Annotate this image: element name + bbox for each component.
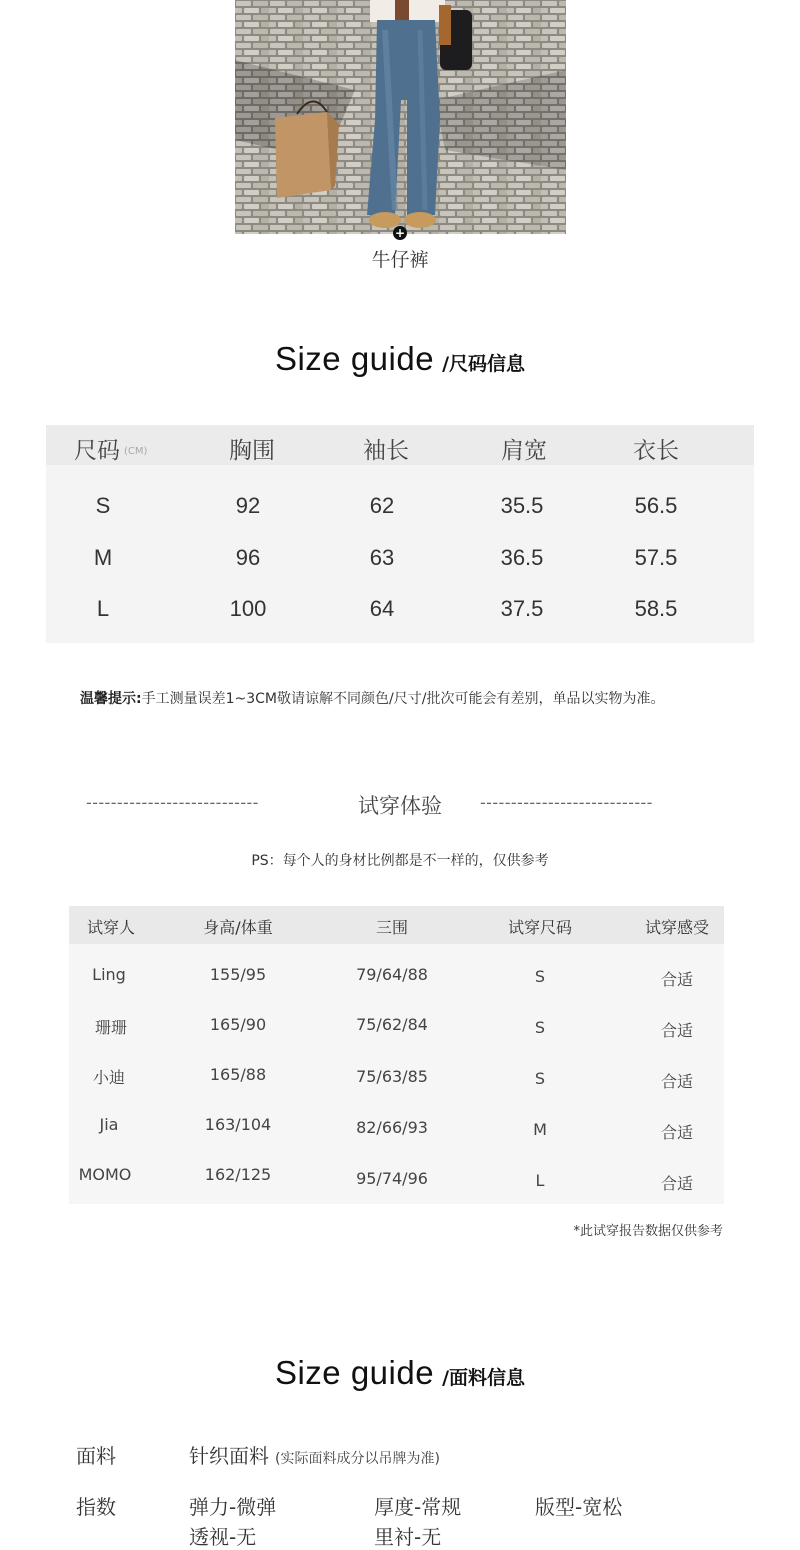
- size-cell: 64: [369, 596, 395, 621]
- size-guide-title-cn: /尺码信息: [442, 353, 526, 375]
- tryon-header-size: 试穿尺码: [507, 918, 572, 937]
- note-text: 手工测量误差1~3CM敬请谅解不同颜色/尺寸/批次可能会有差别，单品以实物为准。: [141, 691, 665, 707]
- index-item: 里衬-无: [374, 1525, 442, 1549]
- tryon-cell: 75/63/85: [356, 1067, 428, 1086]
- measurement-note: [80, 688, 760, 708]
- index-item: 版型-宽松: [535, 1495, 623, 1519]
- material-note: (实际面料成分以吊牌为准): [275, 1451, 440, 1467]
- index-label: 指数: [76, 1495, 116, 1519]
- index-item: 透视-无: [189, 1525, 257, 1549]
- tryon-ps: PS：每个人的身材比例都是不一样的，仅供参考: [251, 853, 549, 869]
- tryon-cell: L: [535, 1171, 545, 1190]
- size-header-size: [74, 432, 184, 465]
- size-cell: 56.5: [634, 493, 678, 518]
- tryon-cell: 珊珊: [94, 1018, 127, 1037]
- index-item: 弹力-微弹: [189, 1495, 277, 1519]
- size-cell: 37.5: [500, 596, 544, 621]
- tryon-cell: 75/62/84: [356, 1015, 428, 1034]
- plus-icon[interactable]: +: [394, 226, 406, 240]
- material-value: 针织面料: [189, 1444, 269, 1468]
- tryon-cell: Jia: [99, 1115, 119, 1134]
- tryon-cell: 163/104: [204, 1115, 272, 1134]
- size-header-unit: (CM): [124, 446, 148, 457]
- size-header-chest: 胸围: [229, 438, 275, 464]
- tryon-cell: 合适: [660, 1072, 693, 1091]
- fabric-title-en: Size guide: [274, 1354, 435, 1391]
- size-cell: 63: [369, 545, 395, 570]
- tryon-cell: S: [534, 1069, 546, 1088]
- size-table-header: [46, 425, 754, 465]
- photo-caption: 牛仔裤: [371, 249, 429, 271]
- index-item: 厚度-常规: [374, 1495, 462, 1519]
- tryon-cell: S: [534, 1018, 546, 1037]
- size-cell: 57.5: [634, 545, 678, 570]
- tryon-cell: MOMO: [78, 1165, 132, 1184]
- size-header-shoulder: 肩宽: [501, 438, 547, 464]
- tryon-title: 试穿体验: [358, 794, 442, 818]
- size-cell: 100: [229, 596, 267, 621]
- note-label: 温馨提示:: [80, 691, 142, 707]
- material-value-row: [189, 1440, 440, 1469]
- size-guide-title-en: Size guide: [274, 340, 435, 377]
- tryon-cell: Ling: [92, 965, 126, 984]
- tryon-cell: 165/90: [209, 1015, 267, 1034]
- tryon-header-height-weight: 身高/体重: [203, 918, 273, 937]
- tryon-cell: 合适: [660, 970, 693, 989]
- tryon-cell: 155/95: [209, 965, 267, 984]
- tryon-cell: 162/125: [204, 1165, 272, 1184]
- size-header-size-label: 尺码: [74, 438, 120, 464]
- fabric-title: [0, 1354, 800, 1392]
- size-table: [46, 425, 754, 643]
- size-header-length: 衣长: [633, 438, 679, 464]
- product-photo: [235, 0, 566, 234]
- size-cell: S: [95, 493, 111, 518]
- size-cell: 58.5: [634, 596, 678, 621]
- tryon-table-header: [69, 906, 724, 944]
- divider-left: ----------------------------: [86, 793, 259, 812]
- size-cell: 35.5: [500, 493, 544, 518]
- tryon-cell: 165/88: [209, 1065, 267, 1084]
- size-cell: L: [96, 596, 110, 621]
- size-cell: M: [93, 545, 113, 570]
- tryon-header-feel: 试穿感受: [644, 918, 709, 937]
- tryon-cell: 95/74/96: [356, 1169, 428, 1188]
- tryon-cell: 合适: [660, 1021, 693, 1040]
- size-cell: 96: [235, 545, 261, 570]
- tryon-cell: 小迪: [92, 1068, 125, 1087]
- tryon-header-measurements: 三围: [375, 918, 408, 937]
- material-label: 面料: [76, 1444, 116, 1468]
- size-header-sleeve: 袖长: [363, 438, 409, 464]
- tryon-header-person: 试穿人: [86, 918, 135, 937]
- size-cell: 92: [235, 493, 261, 518]
- tryon-cell: 合适: [660, 1174, 693, 1193]
- tryon-cell: 合适: [660, 1123, 693, 1142]
- tryon-footnote: *此试穿报告数据仅供参考: [573, 1224, 723, 1239]
- tryon-cell: S: [534, 967, 546, 986]
- size-cell: 62: [369, 493, 395, 518]
- size-guide-title: [0, 340, 800, 378]
- divider-right: ----------------------------: [480, 793, 653, 812]
- tryon-table: [69, 906, 724, 1204]
- tryon-cell: M: [533, 1120, 547, 1139]
- tryon-cell: 79/64/88: [356, 965, 428, 984]
- tryon-cell: 82/66/93: [356, 1118, 428, 1137]
- fabric-title-cn: /面料信息: [442, 1367, 526, 1389]
- size-cell: 36.5: [500, 545, 544, 570]
